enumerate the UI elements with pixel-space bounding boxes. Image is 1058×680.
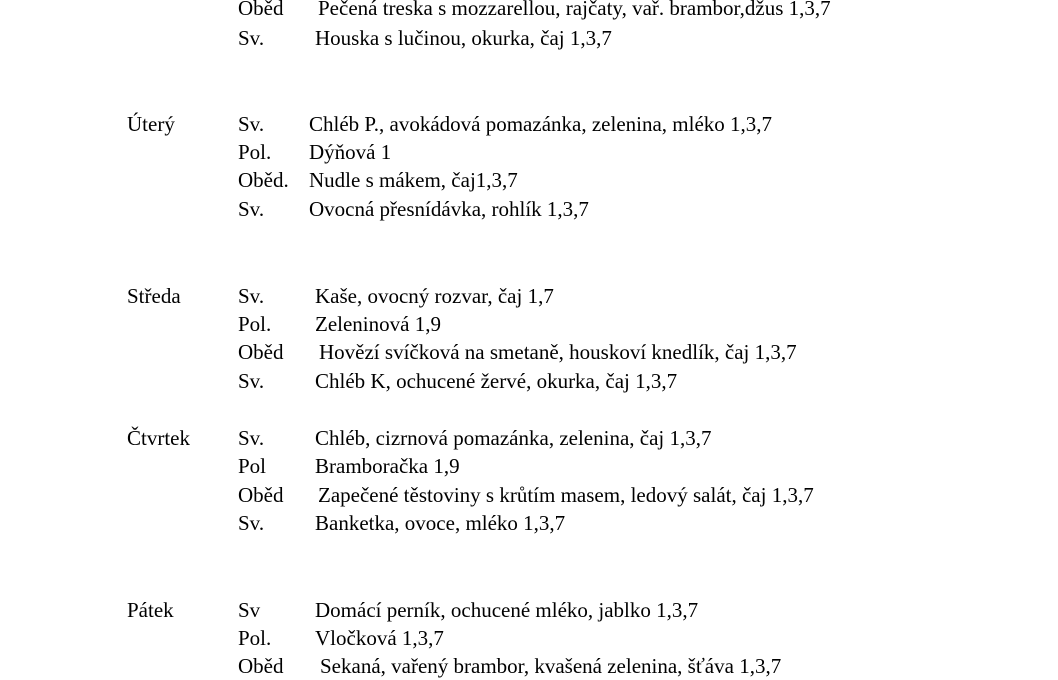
- food-item: Pečená treska s mozzarellou, rajčaty, vař. brambor,džus 1,3,7: [318, 0, 831, 20]
- food-item: Chléb P., avokádová pomazánka, zelenina, mléko 1,3,7: [309, 112, 773, 136]
- day-label: Čtvrtek: [127, 426, 190, 450]
- food-item: Nudle s mákem, čaj1,3,7: [309, 168, 518, 192]
- day-label: Pátek: [127, 598, 174, 622]
- meal-type: Sv.: [238, 26, 265, 50]
- food-item: Bramboračka 1,9: [315, 454, 460, 478]
- meal-type: Pol.: [238, 140, 272, 164]
- meal-type: Pol: [238, 454, 267, 478]
- meal-type: Pol.: [238, 312, 272, 336]
- day-label: Středa: [127, 284, 181, 308]
- meal-type: Sv: [238, 598, 261, 622]
- food-item: Dýňová 1: [309, 140, 392, 164]
- meal-type: Sv.: [238, 511, 265, 535]
- meal-type: Sv.: [238, 369, 265, 393]
- food-item: Chléb, cizrnová pomazánka, zelenina, čaj 1,3,7: [315, 426, 712, 450]
- menu-row: [238, 0, 284, 22]
- meal-type: Oběd: [238, 0, 284, 20]
- meal-type: Oběd: [238, 654, 284, 678]
- food-item: Kaše, ovocný rozvar, čaj 1,7: [315, 284, 554, 308]
- food-item: Chléb K, ochucené žervé, okurka, čaj 1,3,7: [315, 369, 678, 393]
- food-item: Sekaná, vařený brambor, kvašená zelenina, šťáva 1,3,7: [320, 654, 782, 678]
- meal-type: Sv.: [238, 112, 265, 136]
- meal-type: Sv.: [238, 426, 265, 450]
- food-item: Hovězí svíčková na smetaně, houskoví knedlík, čaj 1,3,7: [319, 340, 797, 364]
- food-item: Zeleninová 1,9: [315, 312, 441, 336]
- meal-type: Oběd.: [238, 168, 289, 192]
- meal-type: Oběd: [238, 483, 284, 507]
- meal-type: Sv.: [238, 284, 265, 308]
- food-item: Houska s lučinou, okurka, čaj 1,3,7: [315, 26, 612, 50]
- meal-type: Pol.: [238, 626, 272, 650]
- meal-type: Oběd: [238, 340, 284, 364]
- food-item: Zapečené těstoviny s krůtím masem, ledový salát, čaj 1,3,7: [318, 483, 814, 507]
- food-item: Banketka, ovoce, mléko 1,3,7: [315, 511, 566, 535]
- food-item: Vločková 1,3,7: [315, 626, 444, 650]
- food-item: Domácí perník, ochucené mléko, jablko 1,3,7: [315, 598, 699, 622]
- food-item: Ovocná přesnídávka, rohlík 1,3,7: [309, 197, 589, 221]
- day-label: Úterý: [127, 112, 175, 136]
- meal-type: Sv.: [238, 197, 265, 221]
